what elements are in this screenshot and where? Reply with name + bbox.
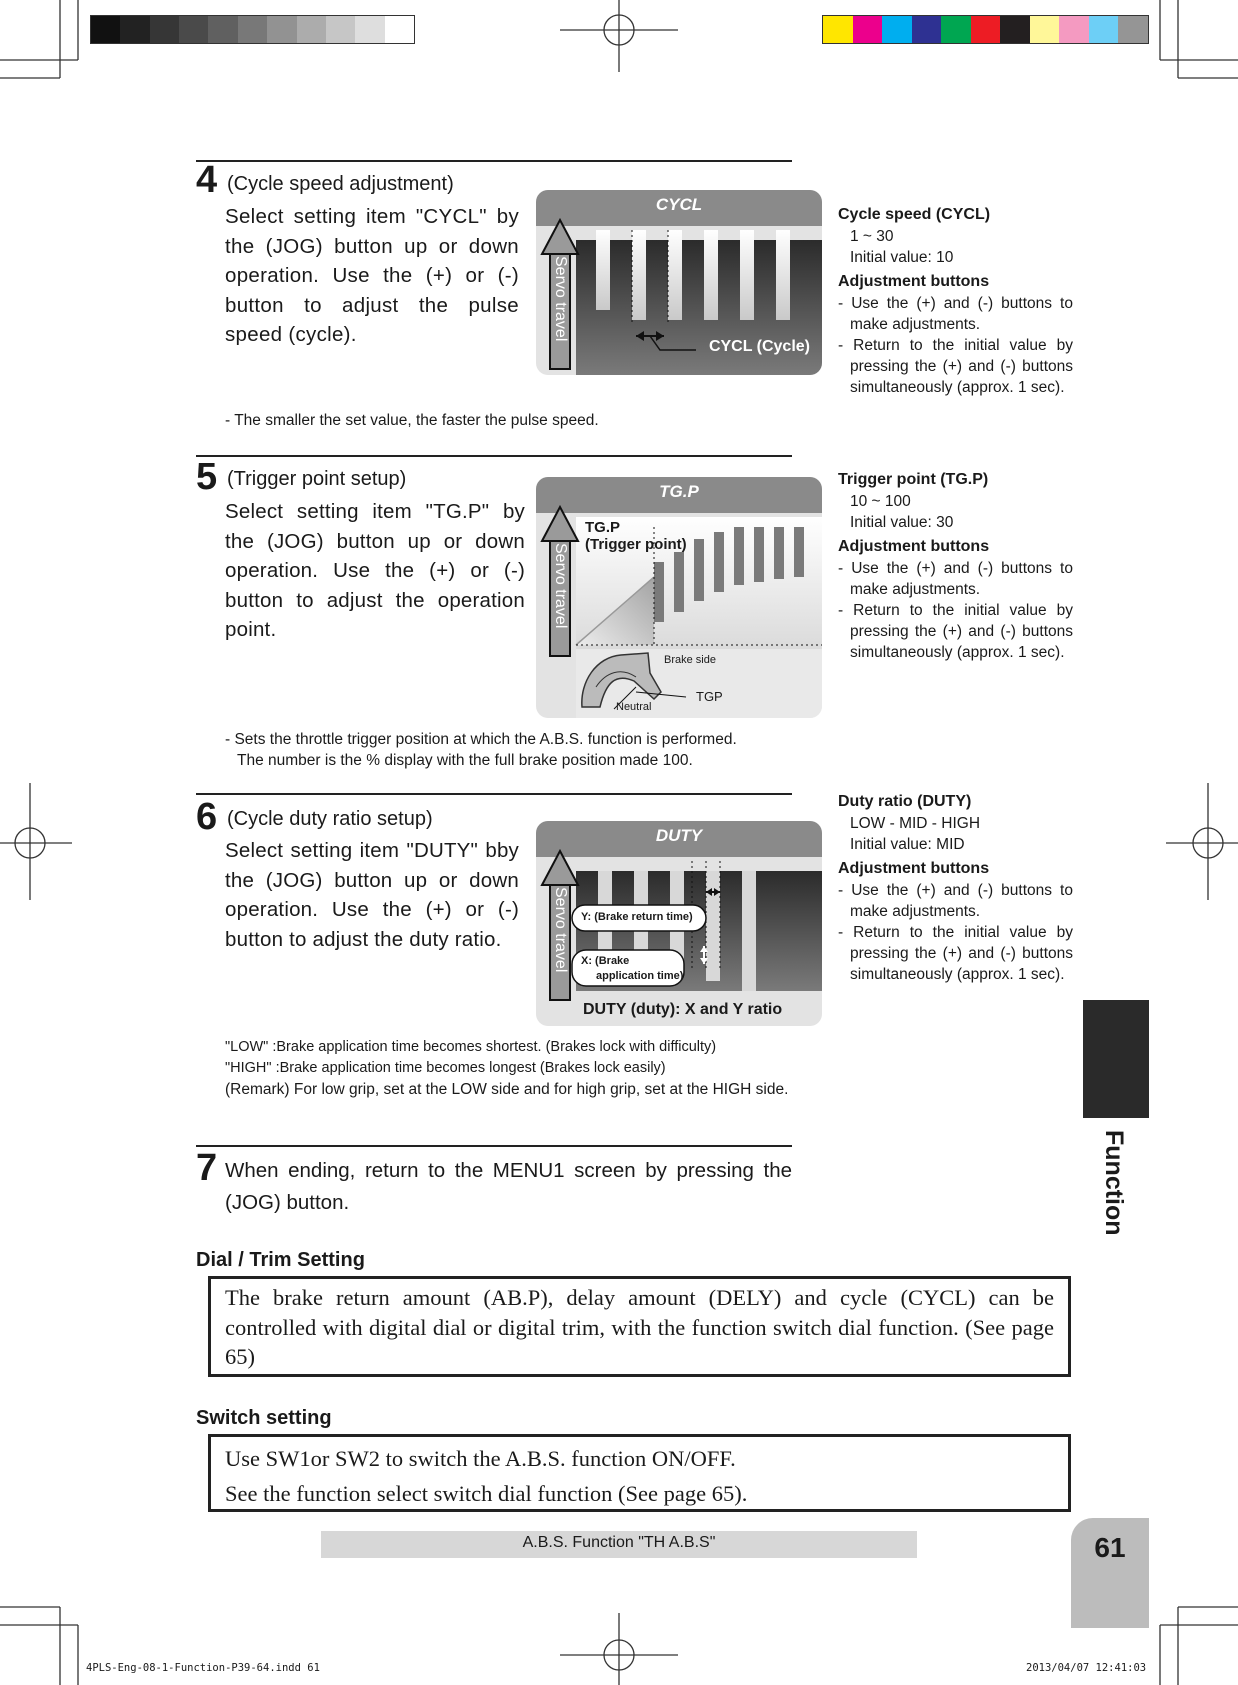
step-note: The number is the % display with the full brake position made 100. [237,752,693,769]
duty-graph [536,821,822,1026]
section-heading: Dial / Trim Setting [196,1249,365,1271]
panel-title: CYCL [536,190,822,226]
panel-title: DUTY [536,821,822,857]
spec-range: 1 ~ 30 [850,228,894,245]
spec-heading: Cycle speed (CYCL) [838,206,991,223]
adjustment-heading: Adjustment buttons [838,273,990,290]
footer-section-label: A.B.S. Function "TH A.B.S" [522,1534,716,1551]
switch-setting-box [208,1434,1071,1512]
step-number: 6 [196,796,218,838]
print-date: 2013/04/07 12:41:03 [1026,1662,1147,1674]
step-title: (Trigger point setup) [227,468,407,490]
neutral-label: Neutral [616,701,652,713]
tgp-label: TG.P [585,519,621,536]
axis-label: Servo travel [552,887,569,973]
switch-line: Use SW1or SW2 to switch the A.B.S. function ON/OFF. [225,1446,736,1471]
spec-heading: Trigger point (TG.P) [838,471,989,488]
dial-trim-text: The brake return amount (AB.P), delay amount (DELY) and cycle (CYCL) can be controlled with digital dial or digital trim, with the function switch dial function. (See page 65) [225,1285,1054,1369]
section-rule [196,1145,792,1147]
step-number: 5 [196,456,218,498]
step-note: - The smaller the set value, the faster the pulse speed. [225,412,599,429]
spec-heading: Duty ratio (DUTY) [838,793,972,810]
adjustment-heading: Adjustment buttons [838,538,990,555]
adjustment-heading: Adjustment buttons [838,860,990,877]
duty-diagram [536,821,822,1026]
step-body: Select setting item "TG.P" by the (JOG) button up or down operation. Use the (+) or (-) button to adjust the operation point. [225,500,525,642]
spec-initial: Initial value: 10 [850,249,954,266]
adjustment-item: - Return to the initial value by pressing the (+) and (-) buttons simultaneously (approx. 1 sec). [838,602,1073,661]
step-title: (Cycle duty ratio setup) [227,808,433,830]
tgp-label: (Trigger point) [585,536,687,553]
section-tab [1083,1000,1149,1118]
duty-footer-label: DUTY (duty): X and Y ratio [583,1001,783,1018]
panel-title: TG.P [536,477,822,513]
step-note: (Remark) For low grip, set at the LOW side and for high grip, set at the HIGH side. [225,1081,789,1098]
step-number: 7 [196,1147,218,1189]
step-note: - Sets the throttle trigger position at which the A.B.S. function is performed. [225,731,737,748]
axis-label: Servo travel [552,543,569,629]
duty-spec [838,791,1073,985]
step-body: Select setting item "CYCL" by the (JOG) button up or down operation. Use the (+) or (-) button to adjust the pulse speed (cycle). [225,205,519,347]
spec-range: 10 ~ 100 [850,493,911,510]
step-title: (Cycle speed adjustment) [227,173,454,195]
brake-side-label: Brake side [664,654,716,666]
section-rule [196,455,792,457]
section-rule [196,793,792,795]
section-tab-label: Function [1100,1130,1128,1236]
adjustment-item: - Use the (+) and (-) buttons to make adjustments. [838,295,1073,333]
step-number: 4 [196,159,218,201]
x-label: X: (Brake [581,955,630,967]
spec-range: LOW - MID - HIGH [850,815,981,832]
section-rule [196,160,792,162]
spec-initial: Initial value: MID [850,836,965,853]
y-label: Y: (Brake return time) [581,911,693,923]
section-heading: Switch setting [196,1407,332,1429]
step-body: Select setting item "DUTY" bby the (JOG) button up or down operation. Use the (+) or (-) button to adjust the duty ratio. [225,839,519,951]
cycl-spec [838,204,1073,398]
page-number: 61 [1094,1532,1126,1563]
tgp-diagram [536,477,822,718]
file-info: 4PLS-Eng-08-1-Function-P39-64.indd 61 [86,1662,320,1674]
tgp-marker-label: TGP [696,689,723,704]
adjustment-item: - Use the (+) and (-) buttons to make adjustments. [838,882,1073,920]
adjustment-item: - Return to the initial value by pressing the (+) and (-) buttons simultaneously (approx. 1 sec). [838,337,1073,396]
axis-label: Servo travel [552,256,569,342]
tgp-spec [838,469,1073,663]
step-body: When ending, return to the MENU1 screen by pressing the (JOG) button. [225,1159,792,1214]
step-note: "LOW" :Brake application time becomes shortest. (Brakes lock with difficulty) [225,1039,717,1055]
x-label: application time) [596,970,684,982]
cycl-diagram [536,190,822,375]
switch-line: See the function select switch dial function (See page 65). [225,1481,748,1506]
step-note: "HIGH" :Brake application time becomes longest (Brakes lock easily) [225,1060,666,1076]
cycle-label: CYCL (Cycle) [708,338,810,355]
spec-initial: Initial value: 30 [850,514,954,531]
trigger-graph [536,477,822,718]
dial-trim-box [208,1276,1071,1377]
adjustment-item: - Use the (+) and (-) buttons to make adjustments. [838,560,1073,598]
adjustment-item: - Return to the initial value by pressing the (+) and (-) buttons simultaneously (approx. 1 sec). [838,924,1073,983]
